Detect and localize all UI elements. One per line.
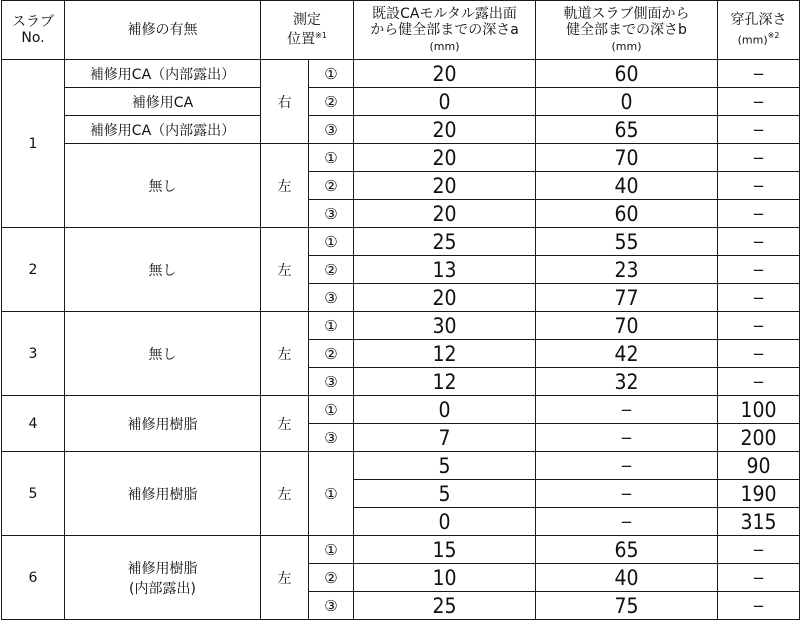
position-cell: ① <box>309 452 354 536</box>
depth-a-cell: 20 <box>354 116 536 144</box>
drill-depth-cell: − <box>718 256 800 284</box>
header-position: 測定 位置$^{※1}$ <box>261 1 354 60</box>
header-depth-b: 軌道スラブ側面から 健全部までの深さb (mm) <box>536 1 718 60</box>
depth-a-cell: 25 <box>354 592 536 620</box>
table-row <box>2 60 800 88</box>
position-cell: ③ <box>309 368 354 396</box>
slab-no-cell: 3 <box>2 312 65 396</box>
position-cell: ② <box>309 88 354 116</box>
position-cell: ③ <box>309 200 354 228</box>
position-cell: ② <box>309 340 354 368</box>
drill-depth-cell: − <box>718 172 800 200</box>
repair-cell: 補修用CA <box>65 88 261 116</box>
repair-cell: 無し <box>65 228 261 312</box>
depth-b-cell: 60 <box>536 200 718 228</box>
repair-cell: 補修用樹脂 <box>65 452 261 536</box>
header-drill-depth: 穿孔深さ (mm)$^{※2}$ <box>718 1 800 60</box>
depth-a-cell: 7 <box>354 424 536 452</box>
depth-a-cell: 0 <box>354 508 536 536</box>
depth-b-cell: 40 <box>536 564 718 592</box>
depth-a-cell: 12 <box>354 340 536 368</box>
depth-a-cell: 20 <box>354 60 536 88</box>
depth-b-cell: 77 <box>536 284 718 312</box>
depth-a-cell: 20 <box>354 284 536 312</box>
repair-cell: 補修用CA（内部露出） <box>65 60 261 88</box>
depth-a-cell: 5 <box>354 452 536 480</box>
repair-cell: 補修用樹脂 (内部露出) <box>65 536 261 620</box>
depth-b-cell: − <box>536 452 718 480</box>
depth-a-cell: 12 <box>354 368 536 396</box>
position-cell: ③ <box>309 424 354 452</box>
slab-no-cell: 6 <box>2 536 65 620</box>
table-row <box>2 88 800 116</box>
drill-depth-cell: 100 <box>718 396 800 424</box>
drill-depth-cell: 315 <box>718 508 800 536</box>
table-row <box>2 536 800 564</box>
depth-b-cell: 55 <box>536 228 718 256</box>
drill-depth-cell: − <box>718 340 800 368</box>
drill-depth-cell: − <box>718 200 800 228</box>
depth-b-cell: 65 <box>536 116 718 144</box>
depth-b-cell: 40 <box>536 172 718 200</box>
depth-b-cell: − <box>536 396 718 424</box>
position-cell: ③ <box>309 284 354 312</box>
drill-depth-cell: 190 <box>718 480 800 508</box>
drill-depth-cell: − <box>718 144 800 172</box>
depth-b-cell: 70 <box>536 312 718 340</box>
depth-a-cell: 5 <box>354 480 536 508</box>
position-cell: ① <box>309 312 354 340</box>
side-cell: 左 <box>261 228 309 312</box>
position-cell: ③ <box>309 592 354 620</box>
side-cell: 左 <box>261 144 309 228</box>
table-row <box>2 452 800 480</box>
position-cell: ① <box>309 396 354 424</box>
header-repair: 補修の有無 <box>65 1 261 60</box>
depth-a-cell: 13 <box>354 256 536 284</box>
depth-a-cell: 20 <box>354 172 536 200</box>
depth-b-cell: 23 <box>536 256 718 284</box>
drill-depth-cell: − <box>718 284 800 312</box>
position-cell: ① <box>309 228 354 256</box>
drill-depth-cell: − <box>718 60 800 88</box>
repair-cell: 無し <box>65 144 261 228</box>
position-cell: ② <box>309 172 354 200</box>
depth-b-cell: − <box>536 508 718 536</box>
depth-a-cell: 20 <box>354 200 536 228</box>
side-cell: 左 <box>261 312 309 396</box>
position-cell: ① <box>309 60 354 88</box>
slab-no-cell: 2 <box>2 228 65 312</box>
drill-depth-cell: 200 <box>718 424 800 452</box>
drill-depth-cell: − <box>718 536 800 564</box>
drill-depth-cell: − <box>718 312 800 340</box>
repair-cell: 補修用CA（内部露出） <box>65 116 261 144</box>
position-cell: ① <box>309 144 354 172</box>
table-row <box>2 144 800 172</box>
drill-depth-cell: − <box>718 564 800 592</box>
side-cell: 左 <box>261 396 309 452</box>
slab-no-cell: 1 <box>2 60 65 228</box>
depth-b-cell: − <box>536 424 718 452</box>
depth-b-cell: 65 <box>536 536 718 564</box>
slab-no-cell: 5 <box>2 452 65 536</box>
drill-depth-cell: − <box>718 592 800 620</box>
position-cell: ③ <box>309 116 354 144</box>
depth-b-cell: − <box>536 480 718 508</box>
side-cell: 左 <box>261 536 309 620</box>
header-slab-no: スラブ No. <box>2 1 65 60</box>
position-cell: ② <box>309 564 354 592</box>
depth-b-cell: 70 <box>536 144 718 172</box>
repair-cell: 補修用樹脂 <box>65 396 261 452</box>
drill-depth-cell: − <box>718 228 800 256</box>
depth-b-cell: 75 <box>536 592 718 620</box>
table-row <box>2 228 800 256</box>
side-cell: 左 <box>261 452 309 536</box>
depth-b-cell: 32 <box>536 368 718 396</box>
depth-a-cell: 15 <box>354 536 536 564</box>
depth-a-cell: 30 <box>354 312 536 340</box>
depth-b-cell: 42 <box>536 340 718 368</box>
drill-depth-cell: − <box>718 116 800 144</box>
header-row <box>2 1 800 60</box>
repair-cell: 無し <box>65 312 261 396</box>
drill-depth-cell: − <box>718 368 800 396</box>
depth-a-cell: 0 <box>354 88 536 116</box>
depth-a-cell: 10 <box>354 564 536 592</box>
slab-no-cell: 4 <box>2 396 65 452</box>
header-depth-a: 既設CAモルタル露出面 から健全部までの深さa (mm) <box>354 1 536 60</box>
side-cell: 右 <box>261 60 309 144</box>
table-row <box>2 312 800 340</box>
position-cell: ① <box>309 536 354 564</box>
drill-depth-cell: − <box>718 88 800 116</box>
depth-b-cell: 60 <box>536 60 718 88</box>
position-cell: ② <box>309 256 354 284</box>
depth-b-cell: 0 <box>536 88 718 116</box>
depth-a-cell: 0 <box>354 396 536 424</box>
measurement-table <box>1 0 800 620</box>
depth-a-cell: 25 <box>354 228 536 256</box>
drill-depth-cell: 90 <box>718 452 800 480</box>
depth-a-cell: 20 <box>354 144 536 172</box>
table-row <box>2 116 800 144</box>
table-row <box>2 396 800 424</box>
